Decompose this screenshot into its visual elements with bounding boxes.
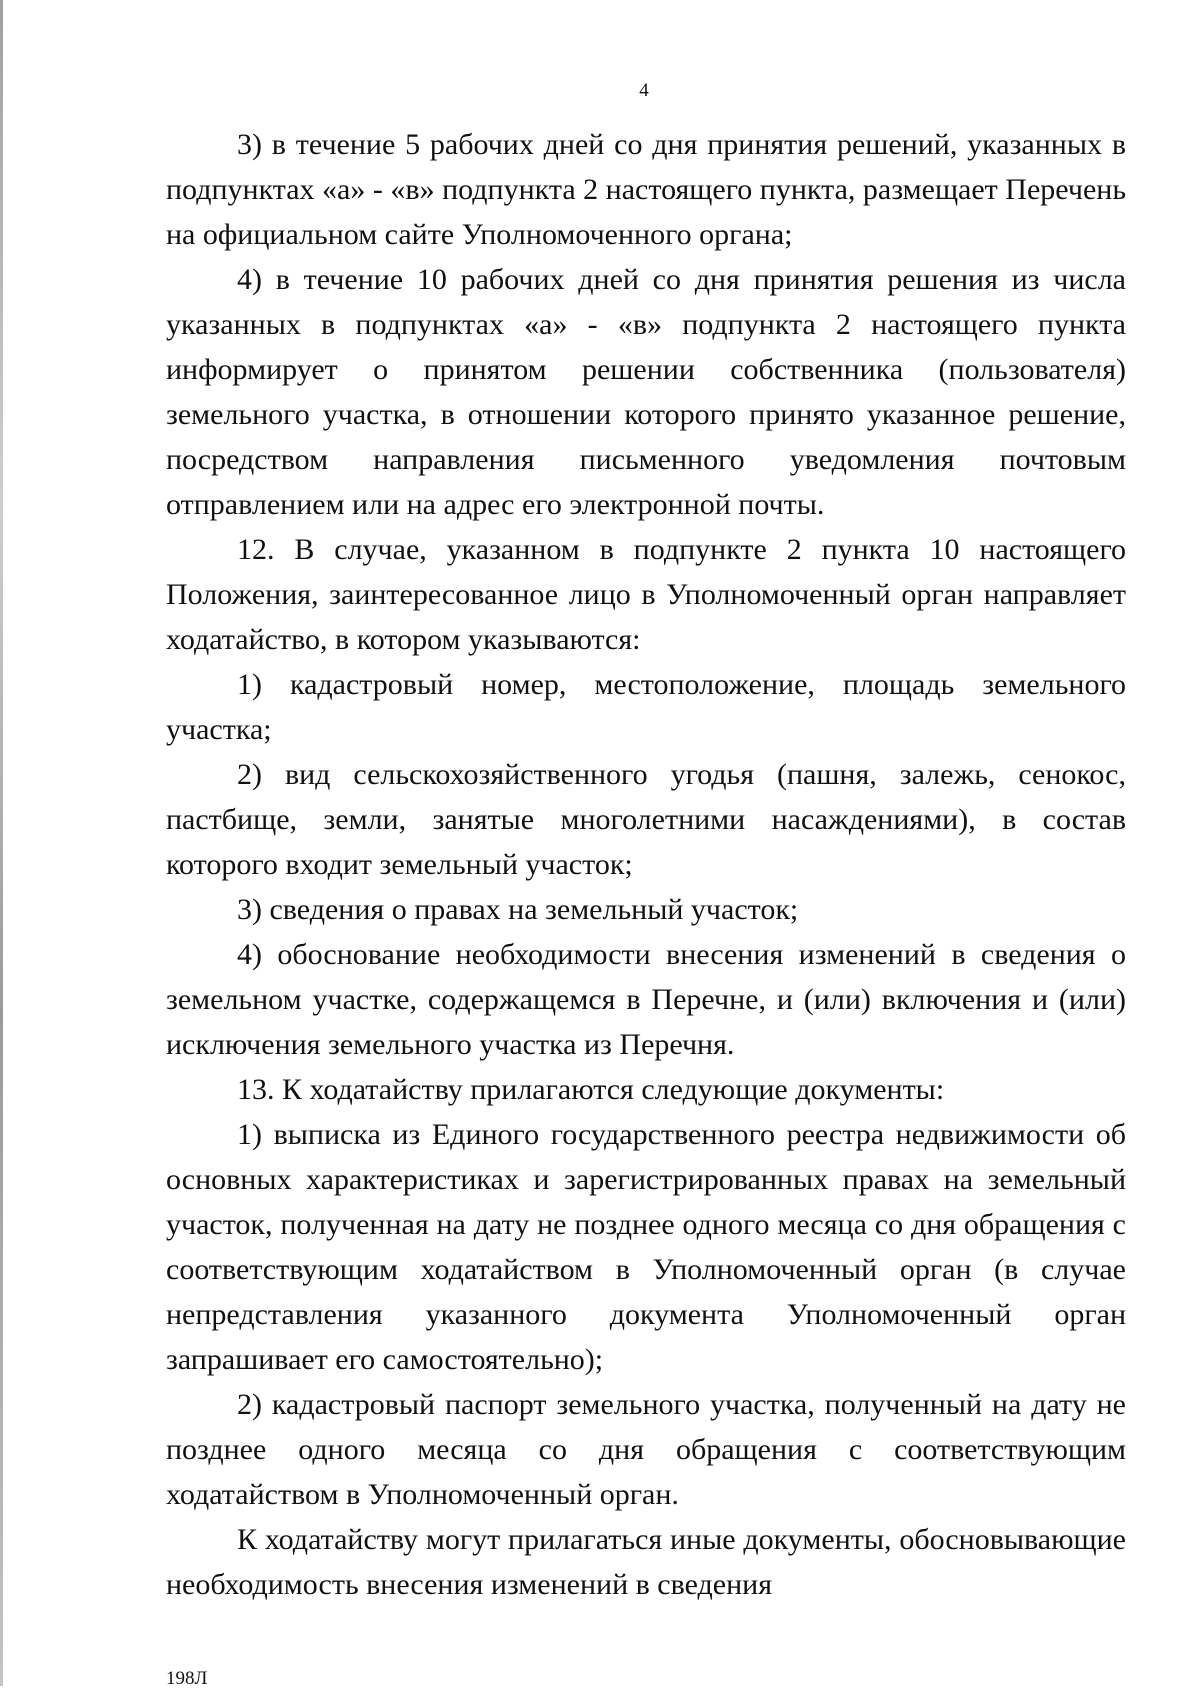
paragraph-document-item-1: 1) выписка из Единого государственного реестра недвижимости об основных характеристиках и зарегистрированных правах на земельный участок, полученная на дату не позднее одного месяца со дня обращения с соответствующим ходатайством в Уполномоченный орган (в случае непредставления указанного документа Уполномоченный орган запрашивает его самостоятельно);	[166, 1118, 1126, 1376]
document-body	[166, 122, 1126, 1607]
paragraph-petition-item-3: 3) сведения о правах на земельный участок;	[237, 893, 799, 926]
paragraph-petition-item-4: 4) обоснование необходимости внесения изменений в сведения о земельном участке, содержащемся в Перечне, и (или) включения и (или) исключения земельного участка из Перечня.	[166, 938, 1126, 1061]
scan-edge	[0, 0, 3, 1686]
page-number: 4	[639, 80, 649, 101]
paragraph-12-petition: 12. В случае, указанном в подпункте 2 пункта 10 настоящего Положения, заинтересованное лицо в Уполномоченный орган направляет ходатайство, в котором указываются:	[166, 533, 1126, 656]
paragraph-petition-item-2: 2) вид сельскохозяйственного угодья (пашня, залежь, сенокос, пастбище, земли, занятые многолетними насаждениями), в состав которого входит земельный участок;	[166, 758, 1126, 881]
paragraph-13-documents: 13. К ходатайству прилагаются следующие документы:	[237, 1073, 945, 1106]
paragraph-other-documents: К ходатайству могут прилагаться иные документы, обосновывающие необходимость внесения изменений в сведения	[166, 1523, 1126, 1601]
paragraph-3-placement: 3) в течение 5 рабочих дней со дня принятия решений, указанных в подпунктах «а» - «в» подпункта 2 настоящего пункта, размещает Перечень на официальном сайте Уполномоченного органа;	[166, 128, 1126, 251]
paragraph-4-notification: 4) в течение 10 рабочих дней со дня принятия решения из числа указанных в подпунктах «а» - «в» подпункта 2 настоящего пункта информирует о принятом решении собственника (пользователя) земельного участка, в отношении которого принято указанное решение, посредством направления письменного уведомления почтовым отправлением или на адрес его электронной почты.	[166, 263, 1126, 521]
paragraph-document-item-2: 2) кадастровый паспорт земельного участка, полученный на дату не позднее одного месяца со дня обращения с соответствующим ходатайством в Уполномоченный орган.	[166, 1388, 1126, 1511]
paragraph-petition-item-1: 1) кадастровый номер, местоположение, площадь земельного участка;	[166, 668, 1126, 746]
footer-mark: 198Л	[166, 1668, 208, 1689]
